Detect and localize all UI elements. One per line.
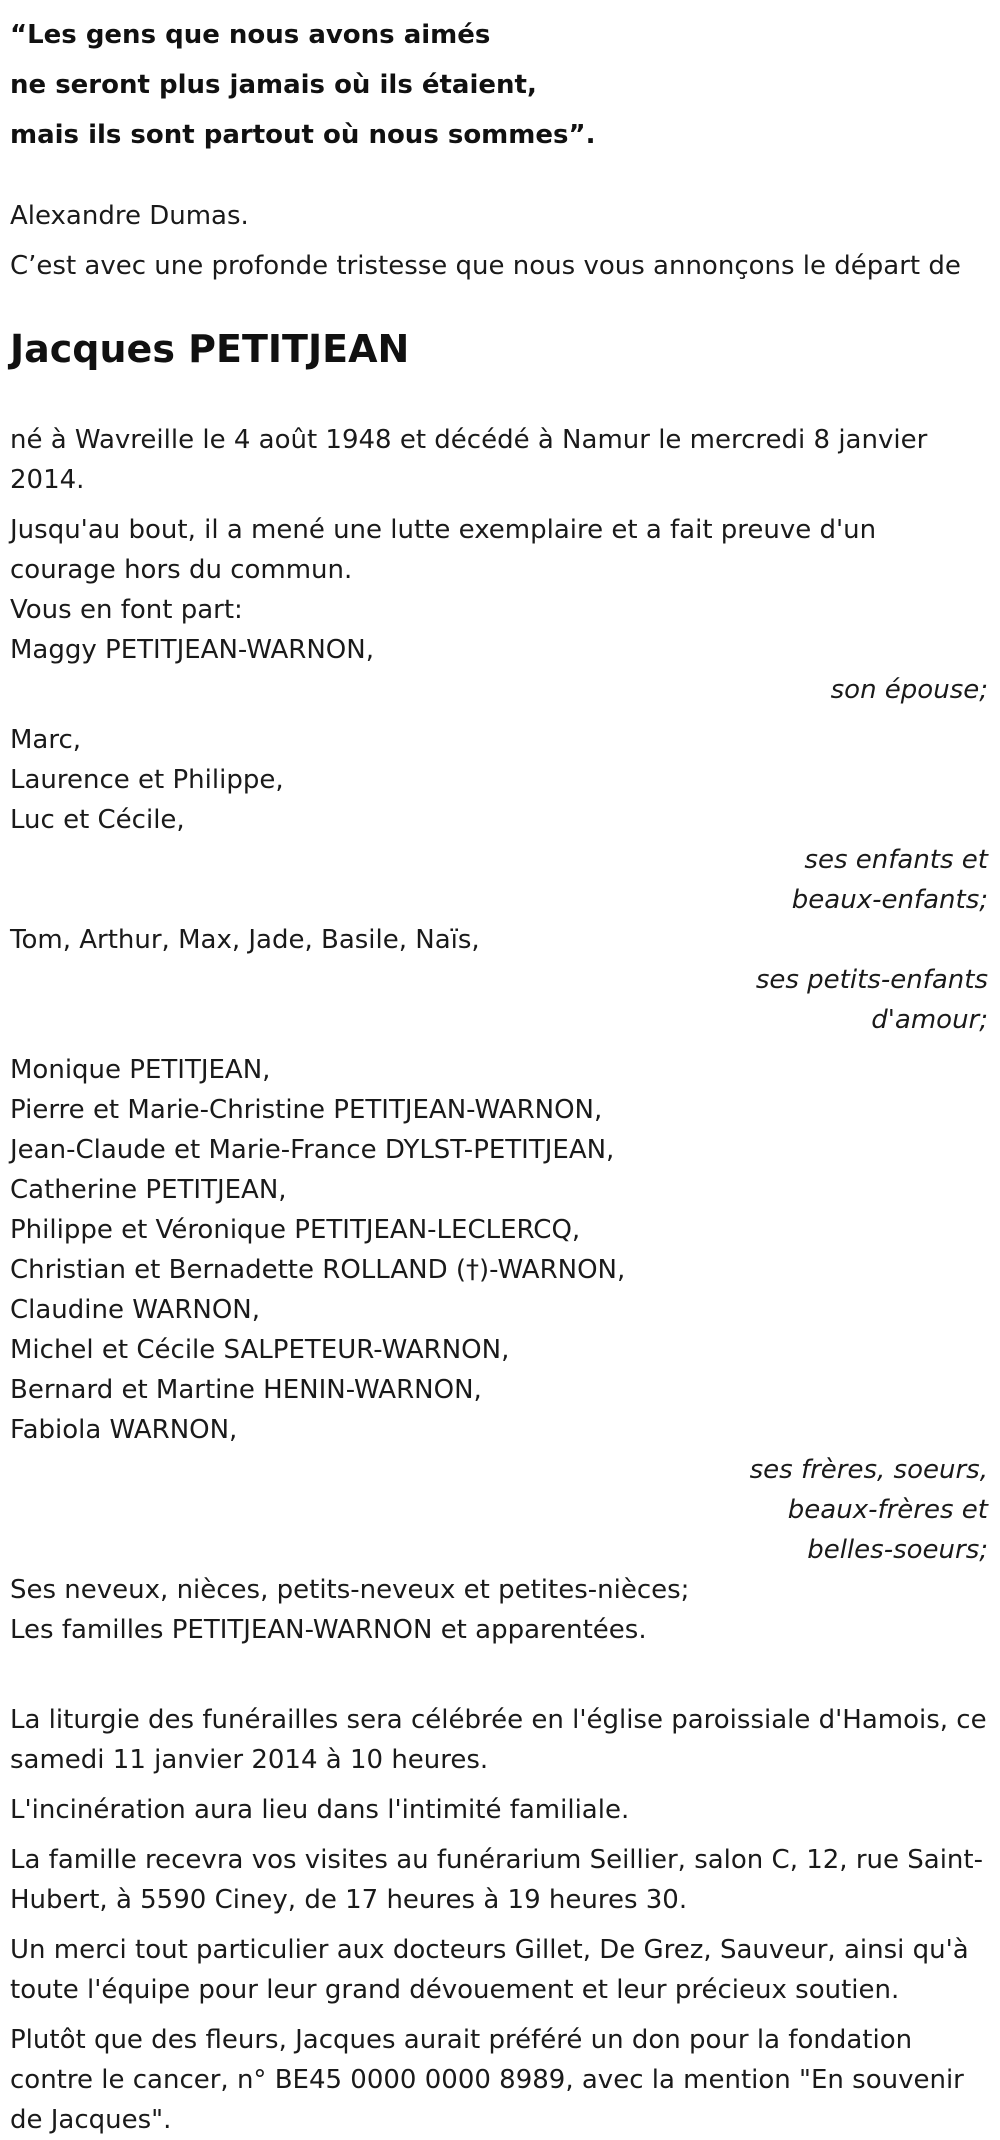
intro-text: C’est avec une profonde tristesse que nous vous annonçons le départ de	[10, 251, 961, 281]
visits-text: La famille recevra vos visites au funérarium Seillier, salon C, 12, rue Saint-Hubert, à 5590 Ciney, de 17 heures à 19 heures 30.	[10, 1845, 983, 1915]
quote-line-1: “Les gens que nous avons aimés	[10, 20, 491, 50]
courage-text: Jusqu'au bout, il a mené une lutte exemplaire et a fait preuve d'un courage hors du commun.	[10, 515, 877, 585]
families-text: Les familles PETITJEAN-WARNON et apparentées.	[10, 1615, 647, 1645]
sibling-name: Jean-Claude et Marie-France DYLST-PETITJEAN,	[10, 1135, 615, 1165]
child-name: Marc,	[10, 725, 82, 755]
quote-line-2: ne seront plus jamais où ils étaient,	[10, 70, 537, 100]
sibling-name: Monique PETITJEAN,	[10, 1055, 271, 1085]
siblings-role-line-1: ses frères, soeurs,	[749, 1455, 988, 1485]
child-name: Luc et Cécile,	[10, 805, 185, 835]
sibling-name: Pierre et Marie-Christine PETITJEAN-WARNON,	[10, 1095, 603, 1125]
sibling-name: Michel et Cécile SALPETEUR-WARNON,	[10, 1335, 510, 1365]
announce-text: Vous en font part:	[10, 595, 243, 625]
sibling-name: Bernard et Martine HENIN-WARNON,	[10, 1375, 482, 1405]
spouse-group	[10, 630, 990, 710]
spouse-role: son épouse;	[830, 675, 988, 705]
children-group	[10, 720, 990, 920]
sibling-name: Philippe et Véronique PETITJEAN-LECLERCQ,	[10, 1215, 581, 1245]
children-role-line-2: beaux-enfants;	[791, 885, 988, 915]
birth-death-text: né à Wavreille le 4 août 1948 et décédé à Namur le mercredi 8 janvier 2014.	[10, 425, 928, 495]
sibling-name: Fabiola WARNON,	[10, 1415, 238, 1445]
nephews-text: Ses neveux, nièces, petits-neveux et petites-nièces;	[10, 1575, 690, 1605]
sibling-name: Claudine WARNON,	[10, 1295, 261, 1325]
grandchildren-role-line-2: d'amour;	[871, 1005, 988, 1035]
spouse-name: Maggy PETITJEAN-WARNON,	[10, 635, 374, 665]
thanks-text: Un merci tout particulier aux docteurs Gillet, De Grez, Sauveur, ainsi qu'à toute l'équipe pour leur grand dévouement et leur précieux soutien.	[10, 1935, 969, 2005]
donation-text: Plutôt que des fleurs, Jacques aurait préféré un don pour la fondation contre le cancer, n° BE45 0000 0000 8989, avec la mention "En souvenir de Jacques".	[10, 2025, 964, 2135]
siblings-role-line-2: beaux-frères et	[787, 1495, 988, 1525]
sibling-name: Catherine PETITJEAN,	[10, 1175, 287, 1205]
quote-line-3: mais ils sont partout où nous sommes”.	[10, 120, 596, 150]
incineration-text: L'incinération aura lieu dans l'intimité familiale.	[10, 1795, 630, 1825]
children-role-line-1: ses enfants et	[804, 845, 988, 875]
child-name: Laurence et Philippe,	[10, 765, 284, 795]
siblings-group	[10, 1050, 990, 1570]
liturgy-text: La liturgie des funérailles sera célébrée en l'église paroissiale d'Hamois, ce samedi 11 janvier 2014 à 10 heures.	[10, 1705, 987, 1775]
quote-author: Alexandre Dumas.	[10, 201, 249, 231]
grandchildren-role-line-1: ses petits-enfants	[755, 965, 988, 995]
sibling-name: Christian et Bernadette ROLLAND (†)-WARNON,	[10, 1255, 626, 1285]
deceased-name: Jacques PETITJEAN	[10, 327, 410, 371]
epigraph-quote	[10, 0, 990, 160]
siblings-role-line-3: belles-soeurs;	[807, 1535, 988, 1565]
grandchildren-group	[10, 920, 990, 1040]
grandchildren-names: Tom, Arthur, Max, Jade, Basile, Naïs,	[10, 925, 480, 955]
